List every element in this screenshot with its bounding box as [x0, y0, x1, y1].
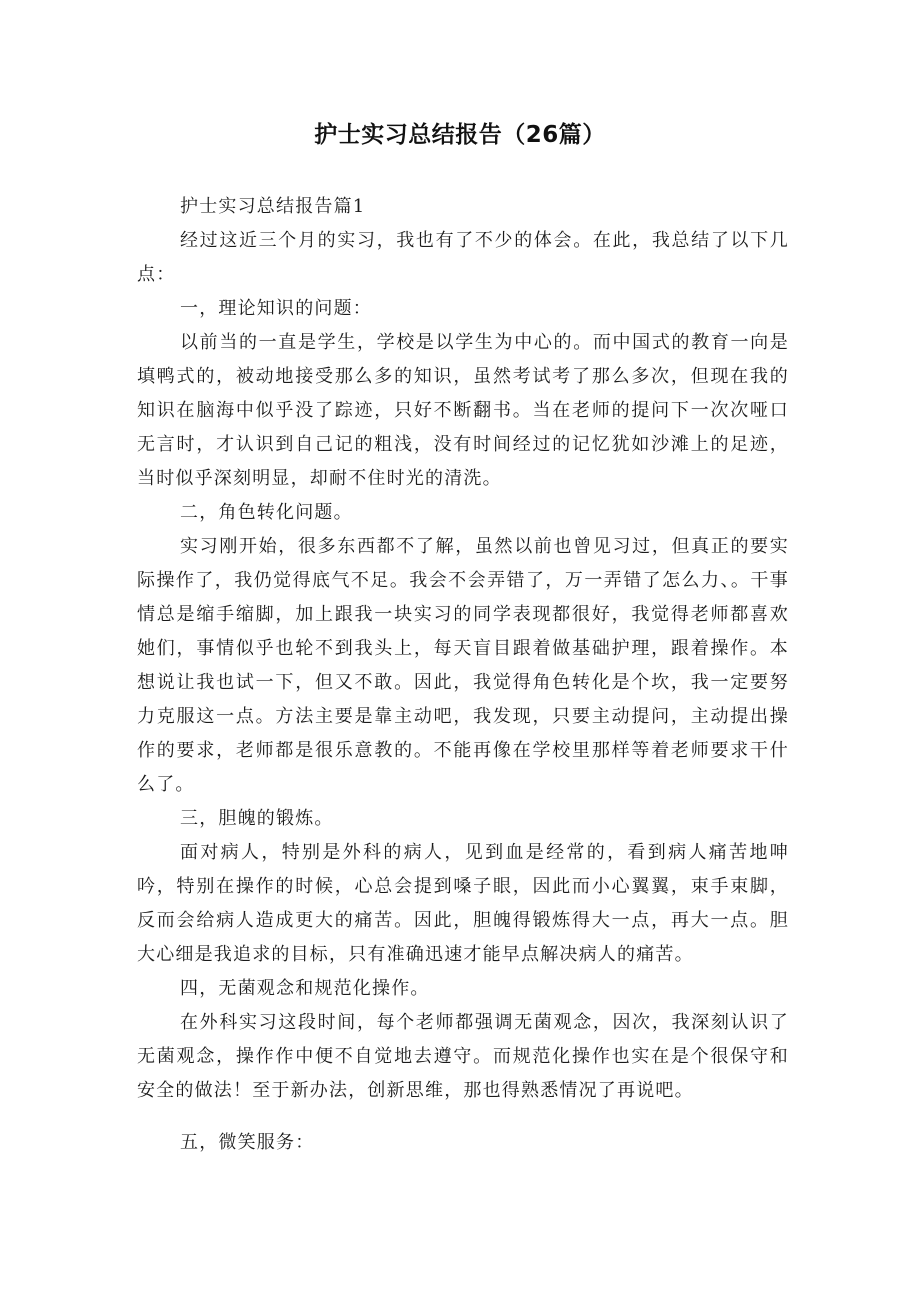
body-paragraph: 在外科实习这段时间，每个老师都强调无菌观念，因次，我深刻认识了无菌观念，操作作中便不自觉地去遵守。而规范化操作也实在是个很保守和安全的做法！至于新办法，创新思维，那也得熟悉情况了再说吧。: [137, 1012, 789, 1101]
section-heading: 四，无菌观念和规范化操作。: [180, 978, 430, 999]
body-paragraph: 面对病人，特别是外科的病人，见到血是经常的，看到病人痛苦地呻吟，特别在操作的时候，心总会提到嗓子眼，因此而小心翼翼，束手束脚，反而会给病人造成更大的痛苦。因此，胆魄得锻炼得大一点，再大一点。胆大心细是我追求的目标，只有准确迅速才能早点解决病人的痛苦。: [137, 842, 789, 965]
body-paragraph: 以前当的一直是学生，学校是以学生为中心的。而中国式的教育一向是填鸭式的，被动地接受那么多的知识，虽然考试考了那么多次，但现在我的知识在脑海中似乎没了踪迹，只好不断翻书。当在老师的提问下一次次哑口无言时，才认识到自己记的粗浅，没有时间经过的记忆犹如沙滩上的足迹，当时似乎深刻明显，却耐不住时光的清洗。: [137, 332, 789, 489]
section-heading: 护士实习总结报告篇1: [180, 196, 366, 217]
document-body: [137, 190, 789, 1160]
body-paragraph: 实习刚开始，很多东西都不了解，虽然以前也曾见习过，但真正的要实际操作了，我仍觉得底气不足。我会不会弄错了，万一弄错了怎么力、。干事情总是缩手缩脚，加上跟我一块实习的同学表现都很好，我觉得老师都喜欢她们，事情似乎也轮不到我头上，每天盲目跟着做基础护理，跟着操作。本想说让我也试一下，但又不敢。因此，我觉得角色转化是个坎，我一定要努力克服这一点。方法主要是靠主动吧，我发现，只要主动提问，主动提出操作的要求，老师都是很乐意教的。不能再像在学校里那样等着老师要求干什么了。: [137, 536, 789, 795]
section-heading: 三，胆魄的锻炼。: [180, 808, 334, 829]
section-heading: 五，微笑服务：: [180, 1132, 315, 1153]
body-paragraph: 经过这近三个月的实习，我也有了不少的体会。在此，我总结了以下几点：: [137, 230, 789, 285]
section-heading: 一，理论知识的问题：: [180, 298, 372, 319]
document-title: 护士实习总结报告（26篇）: [314, 122, 606, 148]
section-heading: 二，角色转化问题。: [180, 502, 353, 523]
